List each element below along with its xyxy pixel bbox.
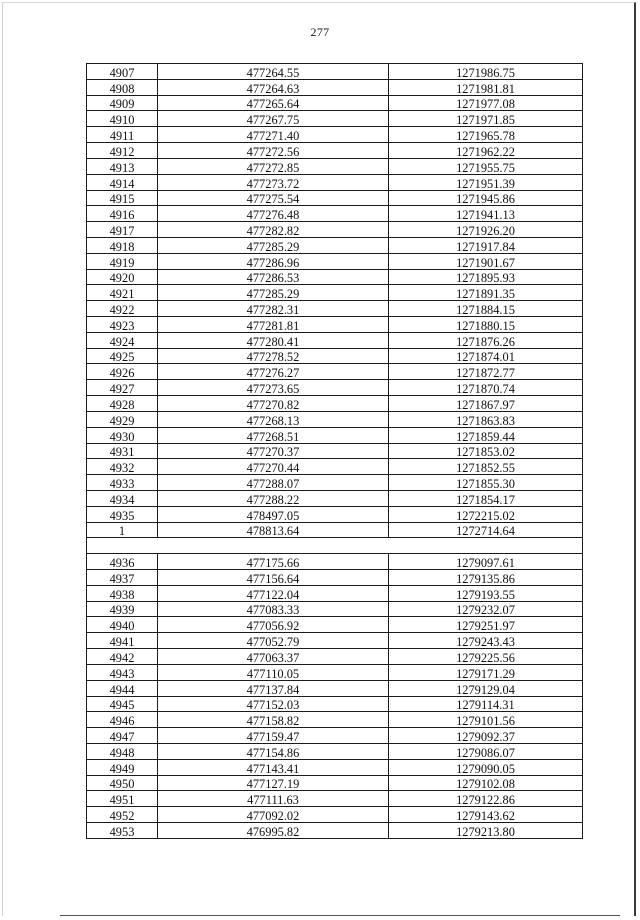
x-coordinate-cell: 477052.79: [158, 633, 389, 649]
table-row: [87, 64, 583, 80]
point-number-cell: 4942: [87, 649, 158, 665]
point-number-cell: 4923: [87, 317, 158, 333]
point-number-cell: 4919: [87, 253, 158, 269]
y-coordinate-cell: 1271853.02: [389, 443, 583, 459]
table-row: [87, 585, 583, 601]
table-row: [87, 79, 583, 95]
x-coordinate-cell: 477276.48: [158, 206, 389, 222]
y-coordinate-cell: 1271863.83: [389, 411, 583, 427]
y-coordinate-cell: 1271874.01: [389, 348, 583, 364]
x-coordinate-cell: 477272.56: [158, 143, 389, 159]
x-coordinate-cell: 477273.72: [158, 174, 389, 190]
x-coordinate-cell: 477286.96: [158, 253, 389, 269]
y-coordinate-cell: 1279102.08: [389, 775, 583, 791]
y-coordinate-cell: 1271876.26: [389, 332, 583, 348]
table-row: [87, 759, 583, 775]
y-coordinate-cell: 1271854.17: [389, 490, 583, 506]
table-row: [87, 775, 583, 791]
table-row: [87, 823, 583, 839]
x-coordinate-cell: 477288.07: [158, 475, 389, 491]
x-coordinate-cell: 477272.85: [158, 158, 389, 174]
table-row: [87, 570, 583, 586]
x-coordinate-cell: 477111.63: [158, 791, 389, 807]
x-coordinate-cell: 477270.37: [158, 443, 389, 459]
y-coordinate-cell: 1279171.29: [389, 664, 583, 680]
point-number-cell: 4920: [87, 269, 158, 285]
y-coordinate-cell: 1279114.31: [389, 696, 583, 712]
point-number-cell: 4911: [87, 127, 158, 143]
table-row: [87, 411, 583, 427]
x-coordinate-cell: 477127.19: [158, 775, 389, 791]
page-number: 277: [310, 25, 330, 39]
y-coordinate-cell: 1271981.81: [389, 79, 583, 95]
y-coordinate-cell: 1271926.20: [389, 222, 583, 238]
coordinates-table: [86, 63, 583, 839]
table-row: [87, 791, 583, 807]
x-coordinate-cell: 477268.13: [158, 411, 389, 427]
point-number-cell: 4921: [87, 285, 158, 301]
y-coordinate-cell: 1271852.55: [389, 459, 583, 475]
x-coordinate-cell: 477156.64: [158, 570, 389, 586]
table-row: [87, 127, 583, 143]
x-coordinate-cell: 477143.41: [158, 759, 389, 775]
y-coordinate-cell: 1271855.30: [389, 475, 583, 491]
point-number-cell: 4945: [87, 696, 158, 712]
point-number-cell: 4937: [87, 570, 158, 586]
x-coordinate-cell: 477268.51: [158, 427, 389, 443]
table-row: [87, 554, 583, 570]
x-coordinate-cell: 477280.41: [158, 332, 389, 348]
point-number-cell: 4932: [87, 459, 158, 475]
y-coordinate-cell: 1279143.62: [389, 807, 583, 823]
table-row: [87, 95, 583, 111]
table-row: [87, 649, 583, 665]
point-number-cell: 4916: [87, 206, 158, 222]
point-number-cell: 4915: [87, 190, 158, 206]
table-row: [87, 475, 583, 491]
x-coordinate-cell: 477288.22: [158, 490, 389, 506]
x-coordinate-cell: 477154.86: [158, 743, 389, 759]
point-number-cell: 4938: [87, 585, 158, 601]
point-number-cell: 4927: [87, 380, 158, 396]
x-coordinate-cell: 477281.81: [158, 317, 389, 333]
table-row: [87, 696, 583, 712]
point-number-cell: 4944: [87, 680, 158, 696]
y-coordinate-cell: 1271917.84: [389, 237, 583, 253]
y-coordinate-cell: 1271867.97: [389, 396, 583, 412]
y-coordinate-cell: 1271962.22: [389, 143, 583, 159]
y-coordinate-cell: 1271971.85: [389, 111, 583, 127]
x-coordinate-cell: 478813.64: [158, 522, 389, 538]
point-number-cell: 4908: [87, 79, 158, 95]
x-coordinate-cell: 477285.29: [158, 237, 389, 253]
x-coordinate-cell: 477158.82: [158, 712, 389, 728]
table-row: [87, 206, 583, 222]
x-coordinate-cell: 477275.54: [158, 190, 389, 206]
y-coordinate-cell: 1279086.07: [389, 743, 583, 759]
table-row: [87, 490, 583, 506]
point-number-cell: 4947: [87, 728, 158, 744]
point-number-cell: 4953: [87, 823, 158, 839]
x-coordinate-cell: 477282.31: [158, 301, 389, 317]
point-number-cell: 4910: [87, 111, 158, 127]
table-row: [87, 222, 583, 238]
table-row: [87, 728, 583, 744]
x-coordinate-cell: 477273.65: [158, 380, 389, 396]
y-coordinate-cell: 1279090.05: [389, 759, 583, 775]
table-row: [87, 443, 583, 459]
y-coordinate-cell: 1279232.07: [389, 601, 583, 617]
x-coordinate-cell: 477270.44: [158, 459, 389, 475]
point-number-cell: 4943: [87, 664, 158, 680]
x-coordinate-cell: 477056.92: [158, 617, 389, 633]
point-number-cell: 4913: [87, 158, 158, 174]
y-coordinate-cell: 1271977.08: [389, 95, 583, 111]
x-coordinate-cell: 477285.29: [158, 285, 389, 301]
table-row: [87, 143, 583, 159]
table-row: [87, 253, 583, 269]
x-coordinate-cell: 477264.55: [158, 64, 389, 80]
table-row: [87, 174, 583, 190]
y-coordinate-cell: 1271986.75: [389, 64, 583, 80]
x-coordinate-cell: 477159.47: [158, 728, 389, 744]
point-number-cell: 4939: [87, 601, 158, 617]
table-row: [87, 743, 583, 759]
point-number-cell: 4933: [87, 475, 158, 491]
table-row: [87, 427, 583, 443]
x-coordinate-cell: 477110.05: [158, 664, 389, 680]
table-row: [87, 712, 583, 728]
y-coordinate-cell: 1271872.77: [389, 364, 583, 380]
point-number-cell: 4930: [87, 427, 158, 443]
table-row: [87, 633, 583, 649]
y-coordinate-cell: 1272714.64: [389, 522, 583, 538]
point-number-cell: 4925: [87, 348, 158, 364]
coordinates-table-body: [87, 64, 583, 839]
y-coordinate-cell: 1279251.97: [389, 617, 583, 633]
block-separator-cell: [87, 538, 583, 554]
point-number-cell: 4946: [87, 712, 158, 728]
y-coordinate-cell: 1279101.56: [389, 712, 583, 728]
table-row: [87, 396, 583, 412]
table-row: [87, 459, 583, 475]
y-coordinate-cell: 1279243.43: [389, 633, 583, 649]
y-coordinate-cell: 1279122.86: [389, 791, 583, 807]
table-row: [87, 617, 583, 633]
point-number-cell: 4914: [87, 174, 158, 190]
y-coordinate-cell: 1271880.15: [389, 317, 583, 333]
point-number-cell: 4950: [87, 775, 158, 791]
y-coordinate-cell: 1271895.93: [389, 269, 583, 285]
x-coordinate-cell: 477267.75: [158, 111, 389, 127]
table-row: [87, 237, 583, 253]
table-row: [87, 285, 583, 301]
table-row: [87, 380, 583, 396]
table-row: [87, 348, 583, 364]
point-number-cell: 1: [87, 522, 158, 538]
table-row: [87, 317, 583, 333]
y-coordinate-cell: 1271945.86: [389, 190, 583, 206]
x-coordinate-cell: 477265.64: [158, 95, 389, 111]
table-row: [87, 506, 583, 522]
x-coordinate-cell: 477282.82: [158, 222, 389, 238]
x-coordinate-cell: 478497.05: [158, 506, 389, 522]
point-number-cell: 4940: [87, 617, 158, 633]
x-coordinate-cell: 477122.04: [158, 585, 389, 601]
x-coordinate-cell: 477152.03: [158, 696, 389, 712]
x-coordinate-cell: 477063.37: [158, 649, 389, 665]
point-number-cell: 4931: [87, 443, 158, 459]
x-coordinate-cell: 477270.82: [158, 396, 389, 412]
y-coordinate-cell: 1271951.39: [389, 174, 583, 190]
x-coordinate-cell: 477083.33: [158, 601, 389, 617]
x-coordinate-cell: 477137.84: [158, 680, 389, 696]
point-number-cell: 4952: [87, 807, 158, 823]
y-coordinate-cell: 1279092.37: [389, 728, 583, 744]
table-row: [87, 301, 583, 317]
y-coordinate-cell: 1271859.44: [389, 427, 583, 443]
block-separator-row: [87, 538, 583, 554]
table-row: [87, 190, 583, 206]
y-coordinate-cell: 1271870.74: [389, 380, 583, 396]
y-coordinate-cell: 1279097.61: [389, 554, 583, 570]
point-number-cell: 4934: [87, 490, 158, 506]
point-number-cell: 4935: [87, 506, 158, 522]
point-number-cell: 4936: [87, 554, 158, 570]
x-coordinate-cell: 477278.52: [158, 348, 389, 364]
y-coordinate-cell: 1271891.35: [389, 285, 583, 301]
y-coordinate-cell: 1279213.80: [389, 823, 583, 839]
x-coordinate-cell: 477264.63: [158, 79, 389, 95]
point-number-cell: 4948: [87, 743, 158, 759]
point-number-cell: 4917: [87, 222, 158, 238]
table-row: [87, 807, 583, 823]
x-coordinate-cell: 477092.02: [158, 807, 389, 823]
table-row: [87, 680, 583, 696]
y-coordinate-cell: 1279193.55: [389, 585, 583, 601]
y-coordinate-cell: 1271955.75: [389, 158, 583, 174]
table-row: [87, 158, 583, 174]
table-row: [87, 364, 583, 380]
y-coordinate-cell: 1279129.04: [389, 680, 583, 696]
x-coordinate-cell: 476995.82: [158, 823, 389, 839]
y-coordinate-cell: 1271884.15: [389, 301, 583, 317]
y-coordinate-cell: 1271941.13: [389, 206, 583, 222]
point-number-cell: 4949: [87, 759, 158, 775]
table-row: [87, 601, 583, 617]
table-row: [87, 269, 583, 285]
point-number-cell: 4941: [87, 633, 158, 649]
x-coordinate-cell: 477276.27: [158, 364, 389, 380]
x-coordinate-cell: 477271.40: [158, 127, 389, 143]
x-coordinate-cell: 477175.66: [158, 554, 389, 570]
point-number-cell: 4922: [87, 301, 158, 317]
point-number-cell: 4928: [87, 396, 158, 412]
point-number-cell: 4929: [87, 411, 158, 427]
y-coordinate-cell: 1279135.86: [389, 570, 583, 586]
y-coordinate-cell: 1271901.67: [389, 253, 583, 269]
table-row: [87, 522, 583, 538]
point-number-cell: 4924: [87, 332, 158, 348]
point-number-cell: 4951: [87, 791, 158, 807]
y-coordinate-cell: 1279225.56: [389, 649, 583, 665]
point-number-cell: 4907: [87, 64, 158, 80]
table-row: [87, 664, 583, 680]
bottom-rule: [60, 915, 620, 916]
point-number-cell: 4909: [87, 95, 158, 111]
point-number-cell: 4926: [87, 364, 158, 380]
table-row: [87, 111, 583, 127]
table-row: [87, 332, 583, 348]
point-number-cell: 4912: [87, 143, 158, 159]
x-coordinate-cell: 477286.53: [158, 269, 389, 285]
y-coordinate-cell: 1271965.78: [389, 127, 583, 143]
point-number-cell: 4918: [87, 237, 158, 253]
y-coordinate-cell: 1272215.02: [389, 506, 583, 522]
